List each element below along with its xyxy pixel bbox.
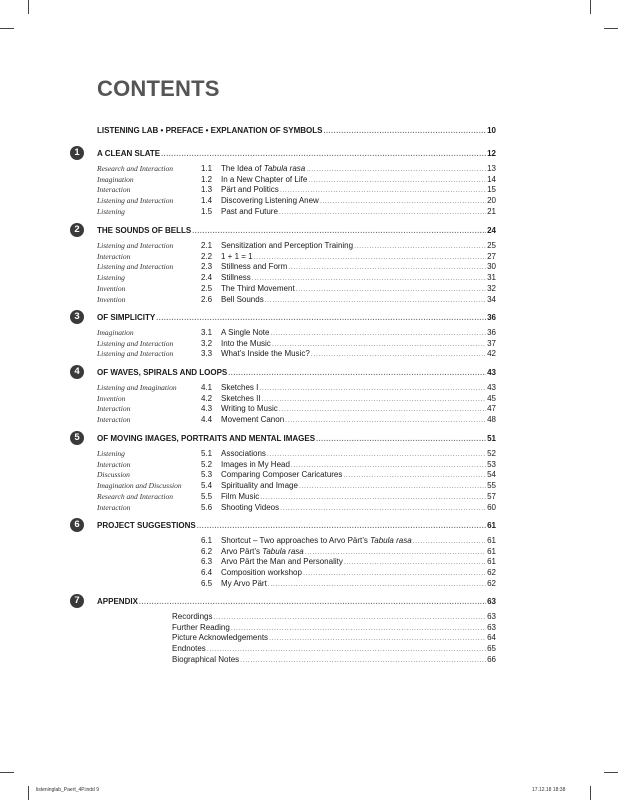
section-number: 4.3 xyxy=(201,404,213,414)
section-title xyxy=(221,195,319,206)
leader-dots xyxy=(161,149,486,160)
section-title xyxy=(221,240,353,251)
toc-section-row[interactable] xyxy=(97,338,496,349)
section-category: Listening and Imagination xyxy=(97,383,177,392)
toc-chapter-row[interactable] xyxy=(97,367,496,378)
section-title xyxy=(221,382,258,393)
chapter-title: OF WAVES, SPIRALS AND LOOPS xyxy=(97,368,228,377)
section-title-text: Shortcut – Two approaches to Arvo Pärt’s xyxy=(221,536,371,545)
chapter-number-badge: 6 xyxy=(70,518,84,532)
chapter-title: PROJECT SUGGESTIONS xyxy=(97,521,196,530)
toc-page: 63 xyxy=(487,597,496,606)
section-category: Invention xyxy=(97,283,126,293)
section-number: 5.2 xyxy=(201,459,213,469)
section-category: Interaction xyxy=(97,404,131,414)
toc-page: 55 xyxy=(487,481,496,491)
page-title: CONTENTS xyxy=(97,76,220,101)
chapter-number-badge: 4 xyxy=(70,365,84,379)
chapter-number-badge: 2 xyxy=(70,223,84,237)
chapter-number-badge: 5 xyxy=(70,431,84,445)
toc-section-row[interactable] xyxy=(97,348,496,359)
section-number: 2.2 xyxy=(201,251,213,261)
section-title xyxy=(221,348,310,359)
toc-chapter-row[interactable] xyxy=(97,225,496,236)
section-title xyxy=(221,393,261,404)
toc-section-row[interactable] xyxy=(97,578,496,589)
section-title-text: Sketches I xyxy=(221,383,259,392)
toc-page: 65 xyxy=(487,644,496,654)
toc-appendix-row[interactable] xyxy=(97,611,496,622)
toc-page: 12 xyxy=(487,149,496,158)
section-title xyxy=(221,535,412,546)
section-title-text: Images in My Head xyxy=(221,459,290,469)
section-number: 4.1 xyxy=(201,383,213,392)
appendix-title: Endnotes xyxy=(172,644,206,654)
toc-section-row[interactable] xyxy=(97,174,496,185)
section-title-text: Sketches II xyxy=(221,393,261,403)
toc-page: 52 xyxy=(487,449,496,458)
leader-dots xyxy=(228,368,486,379)
toc-page: 14 xyxy=(487,174,496,184)
toc-page: 31 xyxy=(487,273,496,283)
section-title-text: Into the Music xyxy=(221,338,271,348)
toc-page: 60 xyxy=(487,502,496,512)
toc-page: 37 xyxy=(487,338,496,348)
toc-page: 63 xyxy=(487,612,496,621)
section-title-text: Past and Future xyxy=(221,206,278,216)
section-title-text: Writing to Music xyxy=(221,404,278,414)
toc-page: 43 xyxy=(487,368,496,377)
section-category: Imagination xyxy=(97,174,134,184)
section-title xyxy=(221,327,269,338)
section-title xyxy=(221,567,302,578)
leader-dots xyxy=(285,415,486,426)
section-number: 1.1 xyxy=(201,164,213,173)
section-title xyxy=(221,502,279,513)
section-number: 1.5 xyxy=(201,206,213,216)
section-title-italic: Tabula rasa xyxy=(262,546,304,556)
section-title-text: Arvo Pärt the Man and Personality xyxy=(221,557,343,567)
toc-page: 53 xyxy=(487,459,496,469)
section-number: 2.3 xyxy=(201,262,213,272)
section-title xyxy=(221,174,307,185)
toc-page: 63 xyxy=(487,622,496,632)
toc-section-row[interactable] xyxy=(97,491,496,502)
crop-mark xyxy=(0,772,14,773)
chapter-number-badge: 1 xyxy=(70,146,84,160)
section-title xyxy=(221,448,266,459)
leader-dots xyxy=(279,207,486,218)
toc-section-row[interactable] xyxy=(97,393,496,404)
section-title xyxy=(221,283,295,294)
section-title-text: Stillness and Form xyxy=(221,262,288,272)
toc-page: 54 xyxy=(487,470,496,480)
toc-page: 62 xyxy=(487,568,496,578)
section-number: 2.6 xyxy=(201,294,213,304)
toc-section-row[interactable] xyxy=(97,240,496,251)
toc-section-row[interactable] xyxy=(97,403,496,414)
crop-mark xyxy=(0,28,14,29)
toc-section-row[interactable] xyxy=(97,163,496,174)
toc-page: 45 xyxy=(487,393,496,403)
toc-row-front[interactable] xyxy=(97,125,496,136)
section-number: 4.4 xyxy=(201,415,213,425)
section-number: 1.3 xyxy=(201,185,213,195)
section-category: Discussion xyxy=(97,470,130,480)
section-category: Research and Interaction xyxy=(97,491,173,501)
section-number: 2.1 xyxy=(201,241,213,250)
section-title-text: 1 + 1 = 1 xyxy=(221,251,253,261)
section-title xyxy=(221,414,284,425)
toc-section-row[interactable] xyxy=(97,567,496,578)
section-title xyxy=(221,556,343,567)
section-category: Invention xyxy=(97,393,126,403)
footer-timestamp: 17.12.18 18:38 xyxy=(532,787,566,793)
section-title-text: Bell Sounds xyxy=(221,294,264,304)
chapter-number-badge: 7 xyxy=(70,594,84,608)
section-number: 4.2 xyxy=(201,393,213,403)
appendix-title: Biographical Notes xyxy=(172,654,240,664)
toc-page: 20 xyxy=(487,196,496,206)
section-category: Listening and Interaction xyxy=(97,196,174,206)
section-title xyxy=(221,272,251,283)
toc-appendix-row[interactable] xyxy=(97,654,496,665)
toc-page: 13 xyxy=(487,164,496,173)
section-title-text: The Third Movement xyxy=(221,283,295,293)
toc-section-row[interactable] xyxy=(97,502,496,513)
section-number: 6.3 xyxy=(201,557,213,567)
appendix-title: Further Reading xyxy=(172,622,230,632)
toc-page: 64 xyxy=(487,633,496,643)
toc-section-row[interactable] xyxy=(97,206,496,217)
section-title-text: Arvo Pärt’s xyxy=(221,546,263,556)
toc-page: 27 xyxy=(487,251,496,261)
section-number: 2.5 xyxy=(201,283,213,293)
section-number: 2.4 xyxy=(201,273,213,283)
section-title xyxy=(221,546,304,557)
toc-page: 47 xyxy=(487,404,496,414)
section-title xyxy=(221,163,305,174)
section-title-text: Stillness xyxy=(221,273,251,283)
section-number: 5.6 xyxy=(201,502,213,512)
chapter-title: A CLEAN SLATE xyxy=(97,149,161,158)
toc-section-row[interactable] xyxy=(97,382,496,393)
section-category: Research and Interaction xyxy=(97,164,173,173)
toc-page: 24 xyxy=(487,226,496,235)
section-title-text: Discovering Listening Anew xyxy=(221,196,319,206)
toc-chapter-row[interactable] xyxy=(97,596,496,607)
crop-mark xyxy=(604,772,618,773)
toc-page: 57 xyxy=(487,491,496,501)
toc-label: LISTENING LAB • PREFACE • EXPLANATION OF SYMBOLS xyxy=(97,126,323,135)
section-title-text: Pärt and Politics xyxy=(221,185,279,195)
toc-page: 66 xyxy=(487,654,496,664)
section-title xyxy=(221,403,278,414)
section-title xyxy=(221,459,290,470)
section-title xyxy=(221,261,287,272)
toc-appendix-row[interactable] xyxy=(97,643,496,654)
section-category: Listening xyxy=(97,206,125,216)
section-category: Imagination and Discussion xyxy=(97,481,182,491)
toc-section-row[interactable] xyxy=(97,327,496,338)
toc-page: 25 xyxy=(487,241,496,250)
section-number: 1.2 xyxy=(201,174,213,184)
toc-page: 48 xyxy=(487,415,496,425)
section-title xyxy=(221,578,267,589)
leader-dots xyxy=(197,521,486,532)
section-category: Listening and Interaction xyxy=(97,338,174,348)
toc-chapter-row[interactable] xyxy=(97,520,496,531)
section-category: Interaction xyxy=(97,185,131,195)
leader-dots xyxy=(323,126,486,137)
section-title-italic: Tabula rasa xyxy=(370,536,412,545)
section-category: Interaction xyxy=(97,502,131,512)
section-category: Listening xyxy=(97,449,125,458)
crop-mark xyxy=(604,28,618,29)
toc-section-row[interactable] xyxy=(97,184,496,195)
toc-chapter-row[interactable] xyxy=(97,312,496,323)
section-title xyxy=(221,480,298,491)
section-title-text: Film Music xyxy=(221,491,260,501)
toc-section-row[interactable] xyxy=(97,448,496,459)
toc-page: 30 xyxy=(487,262,496,272)
toc-chapter-row[interactable] xyxy=(97,148,496,159)
footer-file: listeninglab_Paert_4P.indd 9 xyxy=(36,787,100,793)
section-title-italic: Tabula rasa xyxy=(263,164,306,173)
section-title-text: Comparing Composer Caricatures xyxy=(221,470,343,480)
toc-page: 36 xyxy=(487,313,496,322)
section-title-text: My Arvo Pärt xyxy=(221,578,267,588)
toc-section-row[interactable] xyxy=(97,294,496,305)
crop-mark xyxy=(590,0,591,14)
leader-dots xyxy=(240,655,486,666)
crop-mark xyxy=(28,0,29,14)
toc-page: 62 xyxy=(487,578,496,588)
crop-mark xyxy=(28,786,29,800)
toc-page: 61 xyxy=(487,536,496,545)
section-title-text: What’s Inside the Music? xyxy=(221,349,310,359)
leader-dots xyxy=(280,503,486,514)
leader-dots xyxy=(265,295,486,306)
chapter-number-badge: 3 xyxy=(70,310,84,324)
section-number: 5.4 xyxy=(201,481,213,491)
toc-page: 32 xyxy=(487,283,496,293)
section-category: Listening and Interaction xyxy=(97,262,174,272)
section-number: 3.1 xyxy=(201,328,213,337)
toc-section-row[interactable] xyxy=(97,261,496,272)
toc-section-row[interactable] xyxy=(97,272,496,283)
toc-section-row[interactable] xyxy=(97,556,496,567)
chapter-title: OF MOVING IMAGES, PORTRAITS AND MENTAL IMAGES xyxy=(97,434,316,443)
section-title xyxy=(221,338,271,349)
section-title-text: Composition workshop xyxy=(221,568,302,578)
appendix-title: Picture Acknowledgements xyxy=(172,633,269,643)
section-title-text: Spirituality and Image xyxy=(221,481,298,491)
chapter-title: THE SOUNDS OF BELLS xyxy=(97,226,192,235)
section-category: Interaction xyxy=(97,459,131,469)
toc-chapter-row[interactable] xyxy=(97,433,496,444)
section-title-text: In a New Chapter of Life xyxy=(221,174,308,184)
section-category: Listening and Interaction xyxy=(97,241,174,250)
leader-dots xyxy=(139,597,486,608)
section-number: 6.5 xyxy=(201,578,213,588)
section-category: Invention xyxy=(97,294,126,304)
toc-page: 61 xyxy=(487,546,496,556)
toc-section-row[interactable] xyxy=(97,414,496,425)
section-number: 6.1 xyxy=(201,536,213,545)
toc-page: 21 xyxy=(487,206,496,216)
section-category: Listening xyxy=(97,273,125,283)
toc-section-row[interactable] xyxy=(97,251,496,262)
section-number: 3.2 xyxy=(201,338,213,348)
section-number: 6.2 xyxy=(201,546,213,556)
toc-page: 15 xyxy=(487,185,496,195)
section-number: 3.3 xyxy=(201,349,213,359)
section-title xyxy=(221,206,278,217)
crop-mark xyxy=(590,786,591,800)
section-title xyxy=(221,294,264,305)
section-category: Listening and Interaction xyxy=(97,349,174,359)
section-number: 5.3 xyxy=(201,470,213,480)
section-title-text: Movement Canon xyxy=(221,415,285,425)
section-category: Interaction xyxy=(97,415,131,425)
chapter-title: OF SIMPLICITY xyxy=(97,313,156,322)
section-number: 1.4 xyxy=(201,196,213,206)
toc-section-row[interactable] xyxy=(97,469,496,480)
section-title xyxy=(221,491,259,502)
toc-page: 61 xyxy=(487,521,496,530)
section-number: 6.4 xyxy=(201,568,213,578)
section-title-text: A Single Note xyxy=(221,328,270,337)
section-title-text: Shooting Videos xyxy=(221,502,280,512)
toc-page: 42 xyxy=(487,349,496,359)
toc-page: 36 xyxy=(487,328,496,337)
toc-page: 61 xyxy=(487,557,496,567)
leader-dots xyxy=(268,579,486,590)
toc-section-row[interactable] xyxy=(97,535,496,546)
section-title xyxy=(221,251,253,262)
toc-section-row[interactable] xyxy=(97,283,496,294)
toc-page: 34 xyxy=(487,294,496,304)
section-title-text: The Idea of xyxy=(221,164,264,173)
toc-section-row[interactable] xyxy=(97,195,496,206)
toc-section-row[interactable] xyxy=(97,480,496,491)
section-title-text: Associations xyxy=(221,449,266,458)
toc-appendix-row[interactable] xyxy=(97,632,496,643)
toc-page: 51 xyxy=(487,434,496,443)
leader-dots xyxy=(192,226,486,237)
appendix-title: Recordings xyxy=(172,612,213,621)
section-title-text: Sensitization and Perception Training xyxy=(221,241,354,250)
leader-dots xyxy=(156,313,486,324)
leader-dots xyxy=(316,434,486,445)
toc-appendix-row[interactable] xyxy=(97,622,496,633)
section-category: Imagination xyxy=(97,328,134,337)
section-title xyxy=(221,469,342,480)
section-category: Interaction xyxy=(97,251,131,261)
section-number: 5.5 xyxy=(201,491,213,501)
toc-section-row[interactable] xyxy=(97,546,496,557)
toc-page: 10 xyxy=(487,126,496,135)
section-title xyxy=(221,184,279,195)
toc-page: 43 xyxy=(487,383,496,392)
leader-dots xyxy=(311,349,486,360)
chapter-title: APPENDIX xyxy=(97,597,138,606)
section-number: 5.1 xyxy=(201,449,213,458)
toc-section-row[interactable] xyxy=(97,459,496,470)
